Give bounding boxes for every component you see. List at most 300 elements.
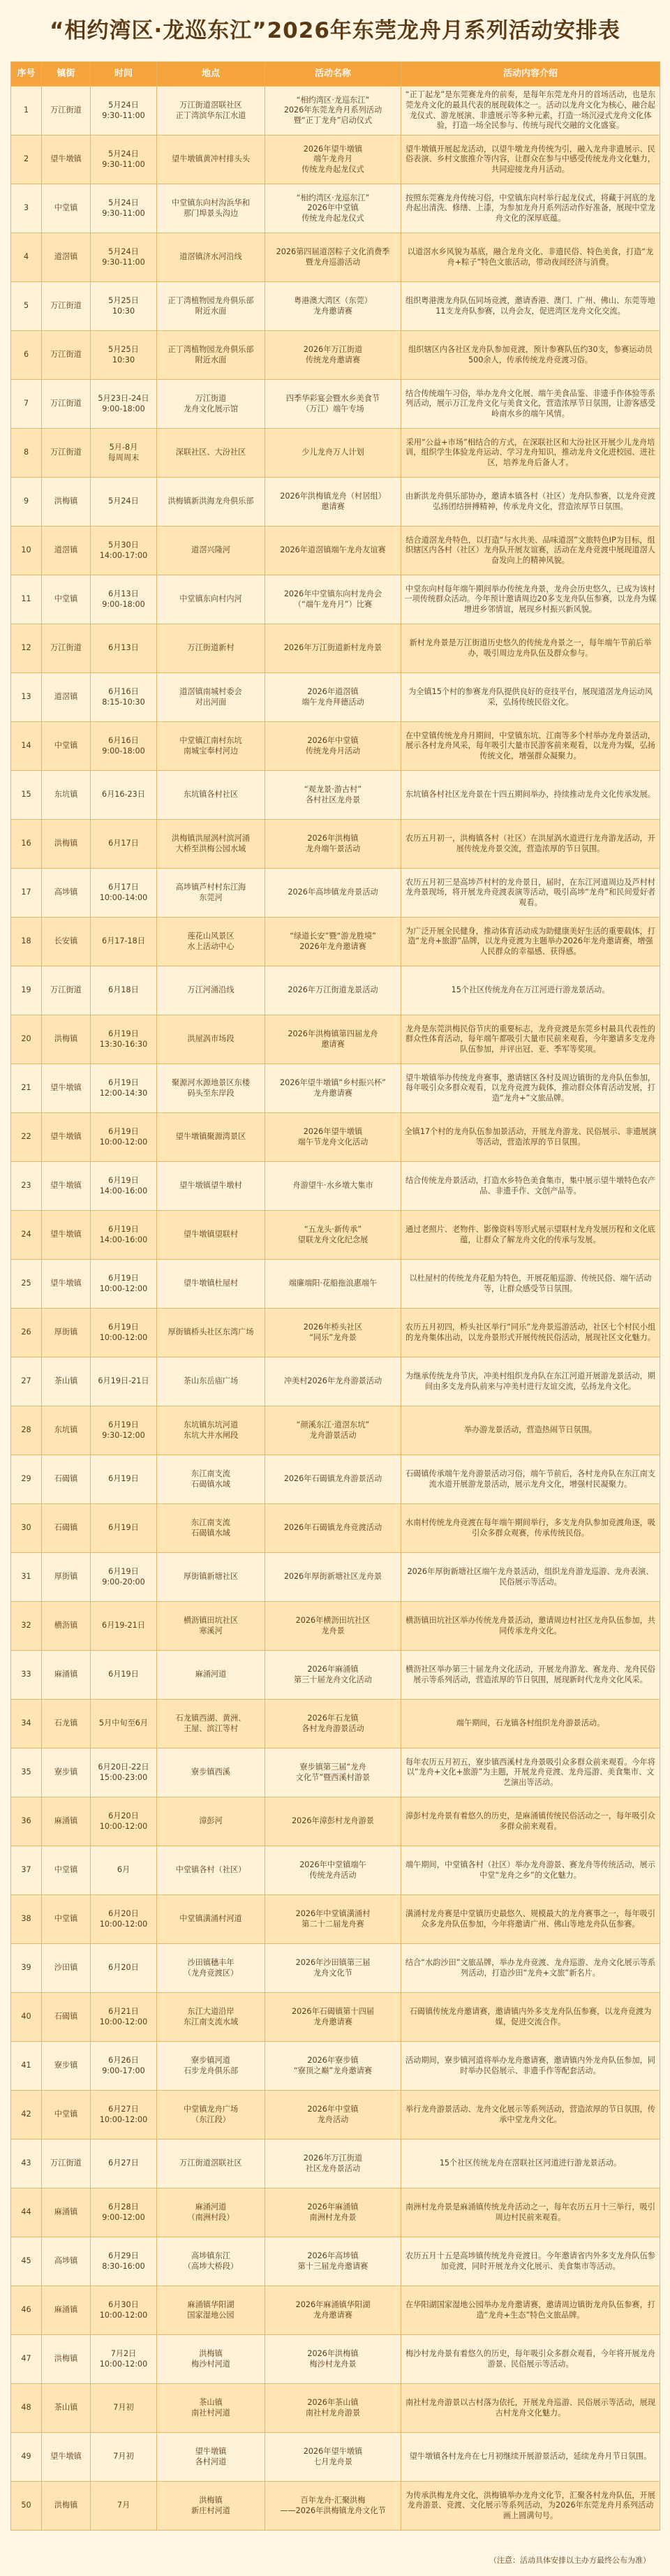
cell-town: 麻涌镇 (42, 1797, 91, 1846)
cell-description: 15个社区传统龙舟在滘联社区河道进行游龙景活动。 (401, 2140, 660, 2188)
cell-town: 高埗镇 (42, 2237, 91, 2286)
table-row (11, 331, 660, 380)
cell-activity: 2026年中堂镇潢涌村 第二十二届龙舟赛 (265, 1895, 401, 1944)
table-row (11, 478, 660, 527)
cell-town: 望牛墩镇 (42, 1162, 91, 1211)
cell-description: 结合传统龙舟景活动，打造水乡特色美食集市，集中展示望牛墩特色农产品、非遗手作、文创产品等。 (401, 1162, 660, 1211)
cell-town: 中堂镇 (42, 722, 91, 771)
cell-activity: 冲美村2026年龙舟游景活动 (265, 1357, 401, 1406)
schedule-table (10, 61, 660, 2531)
table-row (11, 575, 660, 624)
header-index: 序号 (11, 62, 42, 87)
cell-town: 洪梅镇 (42, 2335, 91, 2384)
cell-town: 万江街道 (42, 624, 91, 673)
cell-description: 组织辖区内各社区龙舟队参加竞渡，预计参赛队伍约30支，参赛运动员500余人，传承传统龙舟竞渡习俗。 (401, 331, 660, 380)
cell-activity: “颜溪东江·道滘东坑” 龙舟游景活动 (265, 1406, 401, 1455)
cell-description: 农历五月初一，洪梅镇各村（社区）在洪屋涡水道进行龙舟游龙活动，开展传统龙舟景交流，营造浓厚的节日氛围。 (401, 820, 660, 869)
cell-location: 麻涌河道 (157, 1651, 265, 1700)
cell-index: 48 (11, 2384, 42, 2433)
cell-time: 6月19日 (91, 1455, 157, 1504)
cell-town: 万江街道 (42, 87, 91, 135)
table-row (11, 869, 660, 918)
table-row (11, 722, 660, 771)
cell-time: 6月29日 8:30-16:00 (91, 2237, 157, 2286)
cell-description: 结合道滘龙舟特色，以打造“与水共美、品味道滘”文旅特色IP为目标，组织辖区内各村（社区）龙舟队开展友谊赛，活动在龙舟竞渡中展现道滘人奋发向上的精神风貌。 (401, 527, 660, 575)
cell-index: 45 (11, 2237, 42, 2286)
cell-time: 6月 (91, 1846, 157, 1895)
cell-location: 高埗镇东江 （高埗大桥段） (157, 2237, 265, 2286)
table-row (11, 624, 660, 673)
cell-activity: 2026年万江街道新村龙舟景 (265, 624, 401, 673)
cell-activity: 2026年道滘镇端午龙舟友谊赛 (265, 527, 401, 575)
cell-location: 万江街道滘联社区 (157, 2140, 265, 2188)
cell-description: 由新洪龙舟俱乐部协办，邀请本镇各村（社区）龙舟队参赛，以龙舟竞渡弘扬团结拼搏精神，传承龙舟文化，营造浓厚节日氛围。 (401, 478, 660, 527)
cell-time: 6月17-18日 (91, 918, 157, 966)
cell-town: 石碣镇 (42, 1993, 91, 2042)
table-row (11, 966, 660, 1015)
table-row (11, 1895, 660, 1944)
cell-index: 4 (11, 233, 42, 282)
cell-location: 道滘镇济水河沿线 (157, 233, 265, 282)
cell-description: “正丁起龙”是东莞赛龙舟的前奏，是每年东莞龙舟月的首场活动，也是东莞龙舟文化的最具代表的展现载体之一。活动以龙舟文化为核心，融合起龙仪式、游龙展演、非遗展示等多种元素，打造一场沉浸式龙舟文化体验，打造一场全民参与、传统与现代交融的文化盛宴。 (401, 87, 660, 135)
cell-index: 21 (11, 1064, 42, 1113)
cell-time: 6月18日 (91, 966, 157, 1015)
cell-location: 道滘镇南城村委会 对出河面 (157, 673, 265, 722)
cell-location: 厚街镇新塘社区 (157, 1553, 265, 1602)
cell-time: 6月13日 (91, 624, 157, 673)
cell-description: 望牛墩镇举办传统龙舟赛事，邀请辖区各村及周边镇街的龙舟队伍参加，每年吸引众多群众观看，以龙舟竞渡为载体，推动群众体育活动发展，打造“龙舟+”文旅品牌。 (401, 1064, 660, 1113)
cell-town: 道滘镇 (42, 527, 91, 575)
table-row (11, 1797, 660, 1846)
cell-description: 为全镇15个村的参赛龙舟队提供良好的竞技平台，展现道滘龙舟运动风采，弘扬传统民俗文化。 (401, 673, 660, 722)
table-row (11, 1162, 660, 1211)
cell-activity: 2026年中堂镇端午 传统龙舟活动 (265, 1846, 401, 1895)
cell-town: 洪梅镇 (42, 820, 91, 869)
cell-activity: 2026年望牛墩镇 端午龙舟月 传统龙舟起龙仪式 (265, 135, 401, 184)
cell-index: 40 (11, 1993, 42, 2042)
table-row (11, 1651, 660, 1700)
cell-location: 望牛墩镇望联村 (157, 1211, 265, 1260)
cell-time: 6月16-23日 (91, 771, 157, 820)
cell-time: 6月21日 10:00-12:00 (91, 1993, 157, 2042)
table-row (11, 282, 660, 331)
cell-activity: 2026年中堂镇 龙舟活动 (265, 2091, 401, 2140)
header-activity: 活动名称 (265, 62, 401, 87)
cell-location: 正丁湾植物园龙舟俱乐部 附近水面 (157, 331, 265, 380)
table-row (11, 1309, 660, 1357)
table-row (11, 771, 660, 820)
table-row (11, 1846, 660, 1895)
cell-time: 6月19日 10:00-12:00 (91, 1260, 157, 1309)
cell-location: 沙田镇穗丰年 （龙舟竞渡区） (157, 1944, 265, 1993)
cell-description: 端午期间，中堂镇各村（社区）举办龙舟游景、赛龙舟等传统活动，展示中堂“龙舟之乡”的文化魅力。 (401, 1846, 660, 1895)
cell-town: 中堂镇 (42, 184, 91, 233)
cell-activity: 2026年高埗镇龙舟景活动 (265, 869, 401, 918)
cell-activity: 百年龙舟·汇聚洪梅 ——2026年洪梅镇龙舟文化节 (265, 2482, 401, 2531)
cell-index: 13 (11, 673, 42, 722)
cell-town: 洪梅镇 (42, 2482, 91, 2531)
cell-location: 寮步镇西溪 (157, 1749, 265, 1797)
cell-description: 中堂东向村每年端午期间举办传统龙舟景，龙舟会历史悠久，已成为该村一项传统群众活动。今年预计邀请周边20多支龙舟队伍参赛，以龙舟为媒增进乡邻情谊，展现乡村振兴新风貌。 (401, 575, 660, 624)
table-row (11, 1602, 660, 1651)
cell-location: 中堂镇龙舟广场 （东江段） (157, 2091, 265, 2140)
cell-location: 道滘兴隆河 (157, 527, 265, 575)
cell-index: 18 (11, 918, 42, 966)
cell-time: 6月27日 (91, 2140, 157, 2188)
cell-activity: 2026年望牛墩镇 端午节龙舟文化活动 (265, 1113, 401, 1162)
cell-description: 农历五月十五是高埗镇传统龙舟竞渡日。今年邀请省内外多支龙舟队伍参加竞渡，同时开展龙舟文化展示、美食集市等活动。 (401, 2237, 660, 2286)
cell-location: 东江大道沿岸 东江南支流水域 (157, 1993, 265, 2042)
cell-location: 莲花山风景区 水上活动中心 (157, 918, 265, 966)
cell-activity: 2026年麻涌镇华阳湖 龙舟邀请赛 (265, 2286, 401, 2335)
cell-description: 在华阳湖国家湿地公园举办龙舟邀请赛，邀请周边镇街龙舟队伍参赛，打造“龙舟+生态”特色文旅品牌。 (401, 2286, 660, 2335)
cell-activity: 2026年厚街新塘社区龙舟景 (265, 1553, 401, 1602)
cell-description: 举行龙舟游景活动、龙舟文化展示等系列活动，营造浓厚的节日氛围，传承中堂龙舟文化。 (401, 2091, 660, 2140)
table-row (11, 2237, 660, 2286)
table-row (11, 2286, 660, 2335)
cell-time: 6月19日 12:00-14:30 (91, 1064, 157, 1113)
cell-index: 36 (11, 1797, 42, 1846)
cell-index: 32 (11, 1602, 42, 1651)
cell-location: 万江街道滘联社区 正丁湾滨华东江水道 (157, 87, 265, 135)
cell-time: 5月24日 9:30-11:00 (91, 135, 157, 184)
table-row (11, 380, 660, 429)
cell-description: 横沥社区举办第三十届龙舟文化活动，开展龙舟游龙、赛龙舟、龙舟民俗展示等系列活动，营造浓厚的节日氛围，展现新时代龙舟文化风采。 (401, 1651, 660, 1700)
cell-index: 33 (11, 1651, 42, 1700)
cell-time: 6月19日 9:30-12:00 (91, 1406, 157, 1455)
cell-time: 5月25日 10:30 (91, 331, 157, 380)
cell-activity: 2026年桥头社区 “同乐”龙舟景 (265, 1309, 401, 1357)
header-town: 镇街 (42, 62, 91, 87)
cell-town: 沙田镇 (42, 1944, 91, 1993)
table-row (11, 1455, 660, 1504)
table-row (11, 1260, 660, 1309)
cell-description: 新村龙舟景是万江街道历史悠久的传统龙舟景之一，每年端午节前后举办，吸引周边龙舟队伍及群众参与。 (401, 624, 660, 673)
cell-town: 中堂镇 (42, 1895, 91, 1944)
cell-time: 6月20日 10:00-12:00 (91, 1797, 157, 1846)
cell-index: 17 (11, 869, 42, 918)
table-row (11, 1064, 660, 1113)
cell-index: 31 (11, 1553, 42, 1602)
cell-activity: “观龙景·游古村” 各村社区龙舟景 (265, 771, 401, 820)
cell-description: 石碣镇传统龙舟邀请赛，邀请镇内外多支龙舟队伍参赛，以龙舟竞渡为媒，促进交流合作。 (401, 1993, 660, 2042)
cell-activity: 四季华彩宴会暨水乡美食节 （万江）端午专场 (265, 380, 401, 429)
cell-description: 农历五月初四，桥头社区举行“同乐”龙舟景巡游活动，社区七个村民小组的龙舟集体出动，以龙舟景形式开展传统民俗活动，展现社区文化魅力。 (401, 1309, 660, 1357)
cell-time: 6月19-21日 (91, 1602, 157, 1651)
cell-description: 采用“公益+市场”相结合的方式，在深联社区和大汾社区开展少儿龙舟培训，组织学生体验龙舟运动、学习龙舟知识，推动龙舟文化进校园、进社区，培养龙舟后备人才。 (401, 429, 660, 478)
cell-town: 茶山镇 (42, 2384, 91, 2433)
cell-activity: 2026年万江街道 传统龙舟邀请赛 (265, 331, 401, 380)
cell-activity: 2026年麻涌镇 南洲村龙舟景 (265, 2188, 401, 2237)
cell-town: 高埗镇 (42, 869, 91, 918)
cell-location: 望牛墩镇望牛墩村 (157, 1162, 265, 1211)
cell-town: 望牛墩镇 (42, 2433, 91, 2482)
cell-index: 27 (11, 1357, 42, 1406)
cell-description: 为传承洪梅龙舟文化，洪梅镇举办龙舟文化节，汇聚各村龙舟队伍，开展龙舟游景、竞渡、文化展示等系列活动，为2026年东莞龙舟月系列活动画上圆满句号。 (401, 2482, 660, 2531)
cell-time: 5月24日 9:30-11:00 (91, 184, 157, 233)
cell-description: 横沥镇田坑社区举办传统龙舟景活动，邀请周边村社区龙舟队伍参加，共同传承龙舟文化。 (401, 1602, 660, 1651)
footnote: （注意：活动具体安排以主办方最终公布为准） (489, 2556, 650, 2565)
cell-time: 6月16日 9:00-18:00 (91, 722, 157, 771)
cell-town: 横沥镇 (42, 1602, 91, 1651)
cell-location: 横沥镇田坑社区 寒溪河 (157, 1602, 265, 1651)
cell-index: 35 (11, 1749, 42, 1797)
cell-town: 麻涌镇 (42, 2286, 91, 2335)
page-title: “相约湾区·龙巡东江”2026年东莞龙舟月系列活动安排表 (50, 18, 620, 43)
cell-activity: “相约湾区·龙巡东江” 2026年中堂镇 传统龙舟起龙仪式 (265, 184, 401, 233)
cell-time: 6月20日 10:00-12:00 (91, 1895, 157, 1944)
cell-location: 麻涌河道 （南洲村段） (157, 2188, 265, 2237)
table-row (11, 1211, 660, 1260)
cell-location: 高埗镇芦村村东江海 东莞河 (157, 869, 265, 918)
cell-index: 38 (11, 1895, 42, 1944)
cell-town: 道滘镇 (42, 233, 91, 282)
cell-activity: “相约湾区·龙巡东江” 2026年东莞龙舟月系列活动 暨“正丁龙舟”启动仪式 (265, 87, 401, 135)
table-row (11, 1553, 660, 1602)
cell-time: 7月初 (91, 2384, 157, 2433)
cell-activity: 2026年寮步镇 “寮顶之巅”龙舟邀请赛 (265, 2042, 401, 2091)
cell-index: 20 (11, 1015, 42, 1064)
cell-location: 中堂镇潢涌村河道 (157, 1895, 265, 1944)
cell-time: 6月30日 10:00-12:00 (91, 2286, 157, 2335)
table-row (11, 1406, 660, 1455)
cell-description: 农历五月初三是高埗芦村村的龙舟景日，届时，在东江河道周边及芦村村龙舟景现场，将开展龙舟竞渡表演等活动，吸引高埗“龙舟”和民间爱好者观看。 (401, 869, 660, 918)
cell-time: 5月24日 (91, 478, 157, 527)
cell-town: 东坑镇 (42, 771, 91, 820)
cell-description: 举办游龙景活动，营造热闹节日氛围。 (401, 1406, 660, 1455)
cell-time: 5月25日 10:30 (91, 282, 157, 331)
cell-location: 石龙镇西湖、黄洲、 王屋、滨江等村 (157, 1700, 265, 1749)
header-description: 活动内容介绍 (401, 62, 660, 87)
cell-activity: 2026年洪梅镇第四届龙舟 邀请赛 (265, 1015, 401, 1064)
table-row (11, 1944, 660, 1993)
cell-activity: 2026年中堂镇 传统龙舟月活动 (265, 722, 401, 771)
cell-time: 6月16日 8:15-10:30 (91, 673, 157, 722)
table-row (11, 2091, 660, 2140)
cell-description: 按照东莞赛龙舟传统习俗，中堂镇东向村举行起龙仪式，将藏于河底的龙舟起出清洗、修缮、上漆，为参加龙舟月系列活动作好准备，展现中堂龙舟文化的深厚底蕴。 (401, 184, 660, 233)
table-body (11, 87, 660, 2531)
cell-town: 石碣镇 (42, 1504, 91, 1553)
cell-time: 6月27日 10:00-12:00 (91, 2091, 157, 2140)
cell-town: 石龙镇 (42, 1700, 91, 1749)
cell-index: 29 (11, 1455, 42, 1504)
cell-town: 万江街道 (42, 429, 91, 478)
cell-time: 7月初 (91, 2433, 157, 2482)
cell-town: 中堂镇 (42, 1846, 91, 1895)
cell-description: 龙舟是东莞洪梅民俗节庆的重要标志，龙舟竞渡是东莞乡村最具代表性的群众性体育活动，每年端午都吸引大量市民前来观看，今年邀请多支龙舟队伍参加，并评出冠、亚、季军等奖项。 (401, 1015, 660, 1064)
cell-town: 石碣镇 (42, 1455, 91, 1504)
cell-time: 5月24日 9:30-11:00 (91, 233, 157, 282)
table-row (11, 429, 660, 478)
cell-description: 15个社区传统龙舟在万江河进行游龙景活动。 (401, 966, 660, 1015)
cell-activity: “绿道长安”暨“游龙胜境” 2026年龙舟邀请赛 (265, 918, 401, 966)
table-row (11, 2042, 660, 2091)
cell-index: 23 (11, 1162, 42, 1211)
cell-activity: 2026年望牛墩镇“乡村振兴杯” 龙舟邀请赛 (265, 1064, 401, 1113)
cell-location: 麻涌镇华阳湖 国家湿地公园 (157, 2286, 265, 2335)
cell-description: 为广泛开展全民健身，推动体育活动成为助健康美好生活的重要载体，打造“龙舟+旅游”品牌，以龙舟竞渡为主题举办2026年龙舟邀请赛，增强人民群众的幸福感、获得感。 (401, 918, 660, 966)
table-row (11, 527, 660, 575)
table-row (11, 2188, 660, 2237)
cell-index: 41 (11, 2042, 42, 2091)
cell-time: 6月17日 10:00-14:00 (91, 869, 157, 918)
table-row (11, 673, 660, 722)
cell-location: 聚源河水源地景区东楼 码头至东岸段 (157, 1064, 265, 1113)
cell-time: 5月23日-24日 9:00-18:00 (91, 380, 157, 429)
cell-location: 洪梅镇 梅沙村河道 (157, 2335, 265, 2384)
cell-index: 6 (11, 331, 42, 380)
table-row (11, 1993, 660, 2042)
cell-activity: 端廉端阳·花船拖浪惠端午 (265, 1260, 401, 1309)
table-row (11, 233, 660, 282)
cell-index: 9 (11, 478, 42, 527)
table-row (11, 135, 660, 184)
table-row (11, 2335, 660, 2384)
cell-time: 5月-8月 每周周末 (91, 429, 157, 478)
cell-time: 7月2日 10:00-12:00 (91, 2335, 157, 2384)
cell-time: 7月 (91, 2482, 157, 2531)
cell-time: 6月17日 (91, 820, 157, 869)
cell-description: 活动期间，寮步镇河道将举办龙舟邀请赛，邀请镇内外龙舟队伍参加，同时举办民俗展示、非遗手作等配套活动。 (401, 2042, 660, 2091)
cell-index: 8 (11, 429, 42, 478)
cell-town: 望牛墩镇 (42, 1064, 91, 1113)
table-row (11, 2384, 660, 2433)
cell-location: 厚街镇桥头社区东湾广场 (157, 1309, 265, 1357)
cell-activity: 2026第四届道滘粽子文化消费季 暨龙舟巡游活动 (265, 233, 401, 282)
cell-index: 47 (11, 2335, 42, 2384)
cell-description: 石碣镇传承端午龙舟游景活动习俗，端午节前后，各村龙舟队在东江南支流水道开展游龙景活动，展示龙舟文化，增强村民凝聚力。 (401, 1455, 660, 1504)
cell-town: 万江街道 (42, 331, 91, 380)
table-row (11, 2482, 660, 2531)
cell-activity: 2026年横沥田坑社区 龙舟景 (265, 1602, 401, 1651)
cell-town: 望牛墩镇 (42, 135, 91, 184)
cell-index: 50 (11, 2482, 42, 2531)
cell-location: 东江南支流 石碣镇水域 (157, 1455, 265, 1504)
cell-location: 正丁湾植物园龙舟俱乐部 附近水面 (157, 282, 265, 331)
cell-description: 全镇17个村的龙舟队伍参加景活动，开展龙舟游龙、民俗展示、非遗展演等活动，营造浓厚的节日氛围。 (401, 1113, 660, 1162)
cell-activity: 粤港澳大湾区（东莞） 龙舟邀请赛 (265, 282, 401, 331)
cell-activity: 2026年洪梅镇 梅沙村龙舟景 (265, 2335, 401, 2384)
cell-time: 6月26日 9:00-17:00 (91, 2042, 157, 2091)
cell-location: 洪梅镇新洪海龙舟俱乐部 (157, 478, 265, 527)
cell-time: 6月28日 9:00-12:00 (91, 2188, 157, 2237)
cell-description: 以道滘水乡风貌为基底，融合龙舟文化、非遗民俗、特色美食，打造“龙舟+粽子”特色文旅活动，带动夜间经济与消费。 (401, 233, 660, 282)
cell-location: 茶山东岳庙广场 (157, 1357, 265, 1406)
cell-location: 望牛墩镇 各村河道 (157, 2433, 265, 2482)
cell-activity: 2026年沙田镇第三届 龙舟文化节 (265, 1944, 401, 1993)
cell-time: 6月19日-21日 (91, 1357, 157, 1406)
cell-location: 万江街道新村 (157, 624, 265, 673)
cell-activity: 2026年石碣镇龙舟竞渡活动 (265, 1504, 401, 1553)
cell-time: 6月20日 (91, 1944, 157, 1993)
cell-time: 6月19日 (91, 1651, 157, 1700)
cell-description: 漳彭村龙舟景有着悠久的历史，是麻涌镇传统民俗活动之一，每年吸引众多群众前来观看。 (401, 1797, 660, 1846)
cell-town: 洪梅镇 (42, 478, 91, 527)
cell-town: 望牛墩镇 (42, 1113, 91, 1162)
cell-activity: 2026年万江街道 社区龙舟景活动 (265, 2140, 401, 2188)
cell-location: 东坑镇东坑河道 东坑大井水闸段 (157, 1406, 265, 1455)
cell-town: 洪梅镇 (42, 1015, 91, 1064)
cell-town: 万江街道 (42, 380, 91, 429)
table-row (11, 2433, 660, 2482)
table-row (11, 184, 660, 233)
cell-index: 24 (11, 1211, 42, 1260)
cell-index: 2 (11, 135, 42, 184)
cell-time: 6月19日 13:30-16:30 (91, 1015, 157, 1064)
cell-location: 万江河涌沿线 (157, 966, 265, 1015)
cell-town: 茶山镇 (42, 1357, 91, 1406)
cell-index: 37 (11, 1846, 42, 1895)
cell-location: 望牛墩镇杜屋村 (157, 1260, 265, 1309)
cell-index: 7 (11, 380, 42, 429)
table-row (11, 1357, 660, 1406)
cell-activity: 2026年茶山镇 南社村龙舟游景 (265, 2384, 401, 2433)
cell-time: 5月24日 9:30-11:00 (91, 87, 157, 135)
cell-description: 南社村龙舟游景以古村落为依托，开展龙舟巡游、民俗展示等活动，展现古村龙舟文化魅力。 (401, 2384, 660, 2433)
cell-location: 中堂镇东向村内河 (157, 575, 265, 624)
cell-index: 26 (11, 1309, 42, 1357)
cell-activity: 2026年万江街道龙景活动 (265, 966, 401, 1015)
cell-index: 1 (11, 87, 42, 135)
cell-activity: 2026年望牛墩镇 七月龙舟景 (265, 2433, 401, 2482)
cell-location: 东江南支流 石碣镇水域 (157, 1504, 265, 1553)
cell-time: 5月中旬至6月 (91, 1700, 157, 1749)
cell-activity: 2026年高埗镇 第十三届龙舟邀请赛 (265, 2237, 401, 2286)
cell-index: 14 (11, 722, 42, 771)
cell-index: 16 (11, 820, 42, 869)
cell-location: 中堂镇江南村东坑 南城宝奉村河边 (157, 722, 265, 771)
table-row (11, 1504, 660, 1553)
cell-location: 中堂镇东向村沟浜华和 那门埠景头沟边 (157, 184, 265, 233)
table-row (11, 1113, 660, 1162)
cell-town: 中堂镇 (42, 575, 91, 624)
cell-time: 6月19日 14:00-16:00 (91, 1162, 157, 1211)
cell-town: 长安镇 (42, 918, 91, 966)
cell-town: 寮步镇 (42, 2042, 91, 2091)
cell-index: 19 (11, 966, 42, 1015)
cell-time: 6月19日 9:00-20:00 (91, 1553, 157, 1602)
cell-description: 组织粤港澳龙舟队伍同场竞渡，邀请香港、澳门、广州、佛山、东莞等地11支龙舟队参赛，以舟会友，促进湾区龙舟文化交流。 (401, 282, 660, 331)
cell-location: 深联社区、大汾社区 (157, 429, 265, 478)
cell-index: 11 (11, 575, 42, 624)
cell-town: 道滘镇 (42, 673, 91, 722)
cell-description: 通过老照片、老物件、影像资料等形式展示望联村龙舟发展历程和文化底蕴，让群众了解龙舟文化的传承与发展。 (401, 1211, 660, 1260)
cell-time: 6月19日 10:00-12:00 (91, 1113, 157, 1162)
cell-location: 望牛墩镇聚源湾景区 (157, 1113, 265, 1162)
cell-time: 5月30日 14:00-17:00 (91, 527, 157, 575)
cell-description: 南洲村龙舟景是麻涌镇传统龙舟活动之一，每年农历五月十三举行，吸引周边村民前来观看。 (401, 2188, 660, 2237)
cell-description: 为继承传统龙舟节庆，冲美村组织龙舟队在东江河道开展游龙景活动，期间由多支龙舟队前来与冲美村进行友谊交流，弘扬龙舟文化。 (401, 1357, 660, 1406)
cell-description: 潢涌村龙舟赛是中堂镇历史最悠久、规模最大的龙舟赛事之一，每年吸引众多龙舟队伍参加，今年将邀请广州、佛山等地龙舟队伍参赛。 (401, 1895, 660, 1944)
cell-index: 46 (11, 2286, 42, 2335)
cell-activity: 寮步镇第三届“龙舟 文化节”暨西溪村游景 (265, 1749, 401, 1797)
cell-index: 28 (11, 1406, 42, 1455)
cell-activity: 2026年道滘镇 端午龙舟拜德活动 (265, 673, 401, 722)
table-row (11, 918, 660, 966)
cell-activity: 舟游望牛·水乡墩大集市 (265, 1162, 401, 1211)
cell-town: 厚街镇 (42, 1553, 91, 1602)
cell-town: 麻涌镇 (42, 1651, 91, 1700)
cell-description: 2026年厚街新塘社区端午龙舟景活动，组织龙舟游龙巡游、龙舟表演、民俗展示等活动。 (401, 1553, 660, 1602)
cell-description: 在中堂镇传统龙舟月期间，中堂镇东坑、江南等多个村举办龙舟景活动，展示各村龙舟风采，每年吸引大量市民游客前来观看，以龙舟为媒，弘扬传统文化，增强群众凝聚力。 (401, 722, 660, 771)
cell-location: 洪屋涡市场段 (157, 1015, 265, 1064)
cell-activity: 2026年中堂镇东向村龙舟会 （“端午龙舟月”）比赛 (265, 575, 401, 624)
cell-index: 42 (11, 2091, 42, 2140)
cell-town: 厚街镇 (42, 1309, 91, 1357)
cell-location: 望牛墩镇黄冲村排头头 (157, 135, 265, 184)
cell-location: 万江街道 龙舟文化展示馆 (157, 380, 265, 429)
cell-town: 万江街道 (42, 282, 91, 331)
